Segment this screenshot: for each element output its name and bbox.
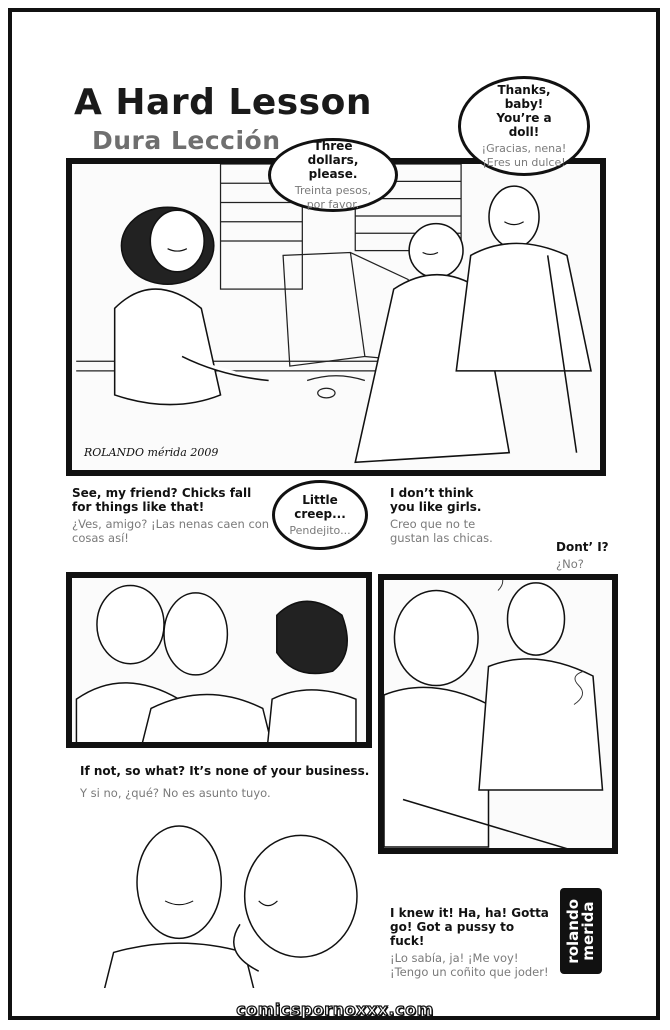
comic-subtitle: Dura Lección bbox=[92, 126, 281, 155]
panel-3-caption bbox=[390, 486, 500, 545]
reply-text-es: ¿No? bbox=[556, 557, 584, 571]
caption-text-es: ¿Ves, amigo? ¡Las nenas caen con cosas así! bbox=[72, 517, 270, 545]
panel-4-argument bbox=[66, 806, 384, 994]
speech-bubble-cashier bbox=[268, 138, 398, 212]
rolando-merida-logo bbox=[560, 888, 602, 974]
thought-text-en: Little creep... bbox=[294, 492, 346, 521]
panel-3-two-boys bbox=[378, 574, 618, 854]
thought-bubble bbox=[272, 480, 368, 550]
panel-4-art bbox=[72, 812, 378, 988]
caption-text-en: If not, so what? It’s none of your business. bbox=[80, 764, 370, 778]
panel-2-caption bbox=[72, 486, 272, 545]
speech-text-es: ¡Gracias, nena! ¡Eres un dulce! bbox=[481, 141, 567, 169]
caption-text-es: Y si no, ¿qué? No es asunto tuyo. bbox=[80, 786, 271, 800]
watermark: comicspornoxxx.com bbox=[236, 1000, 434, 1019]
panel-2-art bbox=[72, 578, 366, 742]
panel-2-friends bbox=[66, 572, 372, 748]
caption-text-en: I knew it! Ha, ha! Gotta go! Got a pussy to fuck! bbox=[390, 906, 549, 948]
thought-text-es: Pendejito... bbox=[289, 523, 351, 537]
caption-text-en: I don’t think you like girls. bbox=[390, 486, 482, 514]
speech-bubble-thanks bbox=[458, 76, 590, 176]
comic-title: A Hard Lesson bbox=[74, 82, 372, 123]
speech-text-en: Three dollars, please. bbox=[307, 138, 359, 181]
caption-text-es: Creo que no te gustan las chicas. bbox=[390, 517, 493, 545]
caption-text-en: See, my friend? Chicks fall for things like that! bbox=[72, 486, 252, 514]
artist-signature: ROLANDO mérida 2009 bbox=[84, 446, 219, 459]
panel-3-art bbox=[384, 580, 612, 848]
panel-3-reply bbox=[556, 540, 616, 571]
speech-text-es: Treinta pesos, por favor. bbox=[294, 183, 372, 211]
reply-text-en: Dont’ I? bbox=[556, 540, 609, 554]
caption-text-es: ¡Lo sabía, ja! ¡Me voy! ¡Tengo un coñito que joder! bbox=[390, 951, 549, 979]
panel-4-caption-top bbox=[80, 764, 380, 800]
logo-text: rolando merida bbox=[564, 898, 597, 964]
speech-text-en: Thanks, baby! You’re a doll! bbox=[496, 82, 552, 139]
panel-4-caption-bottom bbox=[390, 906, 550, 979]
